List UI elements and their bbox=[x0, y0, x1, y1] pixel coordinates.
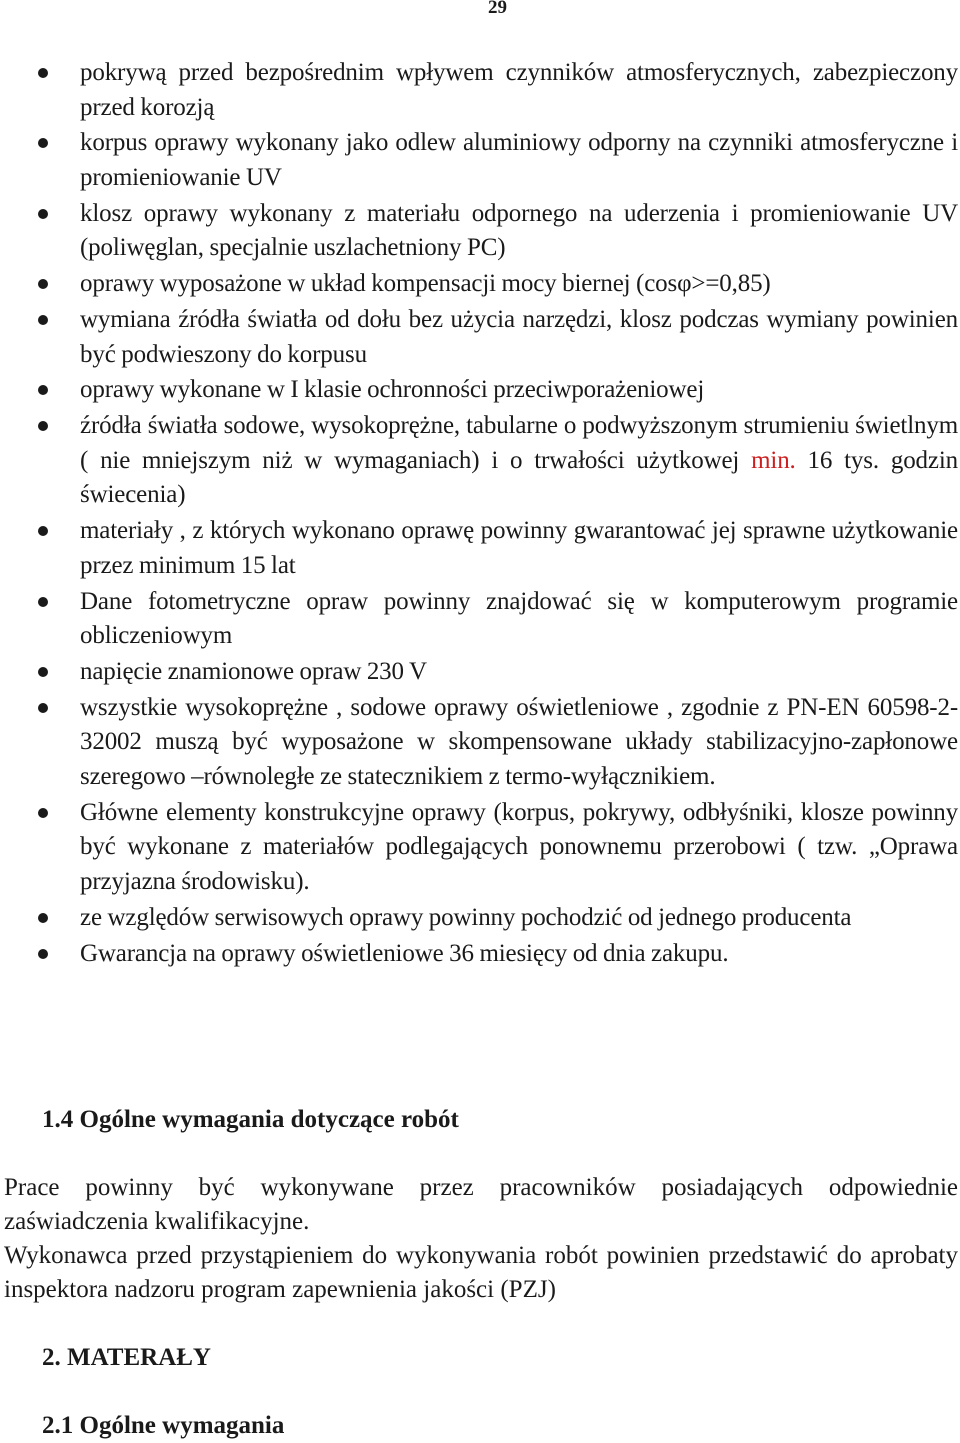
section-heading-2: 2. MATERAŁY bbox=[42, 1344, 211, 1371]
list-item bbox=[0, 796, 960, 900]
list-item bbox=[0, 197, 960, 266]
bullet-dot-icon bbox=[38, 913, 48, 923]
bullet-dot-icon bbox=[38, 138, 48, 148]
bullet-dot-icon bbox=[38, 703, 48, 713]
bullet-dot-icon bbox=[38, 68, 48, 78]
list-item-text: Dane fotometryczne opraw powinny znajdować się w komputerowym programie obliczeniowym bbox=[80, 587, 958, 650]
section-heading-1-4: 1.4 Ogólne wymagania dotyczące robót bbox=[42, 1106, 459, 1133]
list-item bbox=[0, 937, 960, 972]
list-item bbox=[0, 585, 960, 654]
list-item-text: oprawy wyposażone w układ kompensacji mocy biernej (cosφ>=0,85) bbox=[80, 270, 771, 298]
list-item bbox=[0, 303, 960, 372]
paragraph-qualifications: Prace powinny być wykonywane przez pracowników posiadających odpowiednie zaświadczenia kwalifikacyjne. bbox=[4, 1174, 958, 1235]
list-item bbox=[0, 267, 960, 302]
list-item-text: wymiana źródła światła od dołu bez użycia narzędzi, klosz podczas wymiany powinien być podwieszony do korpusu bbox=[80, 306, 958, 368]
list-item-text: oprawy wykonane w I klasie ochronności przeciwporażeniowej bbox=[80, 376, 705, 404]
list-item-text: 16 tys. godzin świecenia) bbox=[80, 446, 958, 509]
list-item-text: napięcie znamionowe opraw 230 V bbox=[80, 658, 427, 686]
list-item-text: Główne elementy konstrukcyjne oprawy (korpus, pokrywy, odbłyśniki, klosze powinny być wykonane z materiałów podlegających ponownemu przerobowi ( tzw. „Oprawa przyjazna środowisku). bbox=[80, 798, 958, 895]
paragraph-quality-program: Wykonawca przed przystąpieniem do wykonywania robót powinien przedstawić do aprobaty inspektora nadzoru program zapewnienia jakości (PZJ) bbox=[4, 1242, 958, 1303]
list-item bbox=[0, 655, 960, 690]
list-item-text: pokrywą przed bezpośrednim wpływem czynników atmosferycznych, zabezpieczony przed korozją bbox=[80, 59, 958, 121]
list-item bbox=[0, 514, 960, 583]
bullet-dot-icon bbox=[38, 949, 48, 959]
bullet-dot-icon bbox=[38, 808, 48, 818]
list-item-text: wszystkie wysokoprężne , sodowe oprawy oświetleniowe , zgodnie z PN-EN 60598-2-32002 muszą być wyposażone w skompensowane układy stabilizacyjno-zapłonowe szeregowo –równoległe ze statecznikiem z termo-wyłącznikiem. bbox=[80, 693, 958, 790]
list-item bbox=[0, 56, 960, 125]
list-item-text: ze względów serwisowych oprawy powinny pochodzić od jednego producenta bbox=[80, 903, 852, 931]
list-item-text: źródła światła sodowe, wysokoprężne, tabularne o podwyższonym strumieniu świetlnym ( nie mniejszym niż w wymaganiach) i o trwałości użytkowej bbox=[80, 412, 958, 474]
list-item bbox=[0, 409, 960, 513]
list-item-text: korpus oprawy wykonany jako odlew aluminiowy odporny na czynniki atmosferyczne i promieniowanie UV bbox=[80, 129, 958, 191]
requirements-bullet-list bbox=[0, 56, 960, 972]
bullet-dot-icon bbox=[38, 421, 48, 431]
bullet-dot-icon bbox=[38, 667, 48, 677]
list-item bbox=[0, 901, 960, 936]
section-heading-2-1: 2.1 Ogólne wymagania bbox=[42, 1412, 285, 1439]
highlighted-text: min. bbox=[751, 446, 796, 474]
bullet-dot-icon bbox=[38, 385, 48, 395]
list-item-text: materiały , z których wykonano oprawę powinny gwarantować jej sprawne użytkowanie przez minimum 15 lat bbox=[80, 517, 958, 579]
list-item-text: klosz oprawy wykonany z materiału odpornego na uderzenia i promieniowanie UV (poliwęglan, specjalnie uszlachetniony PC) bbox=[80, 199, 958, 262]
bullet-dot-icon bbox=[38, 597, 48, 607]
bullet-dot-icon bbox=[38, 209, 48, 219]
list-item bbox=[0, 373, 960, 408]
bullet-dot-icon bbox=[38, 526, 48, 536]
list-item-text: Gwarancja na oprawy oświetleniowe 36 miesięcy od dnia zakupu. bbox=[80, 939, 729, 967]
bullet-dot-icon bbox=[38, 315, 48, 325]
page-number: 29 bbox=[488, 0, 507, 18]
list-item bbox=[0, 126, 960, 195]
bullet-dot-icon bbox=[38, 279, 48, 289]
list-item bbox=[0, 691, 960, 795]
